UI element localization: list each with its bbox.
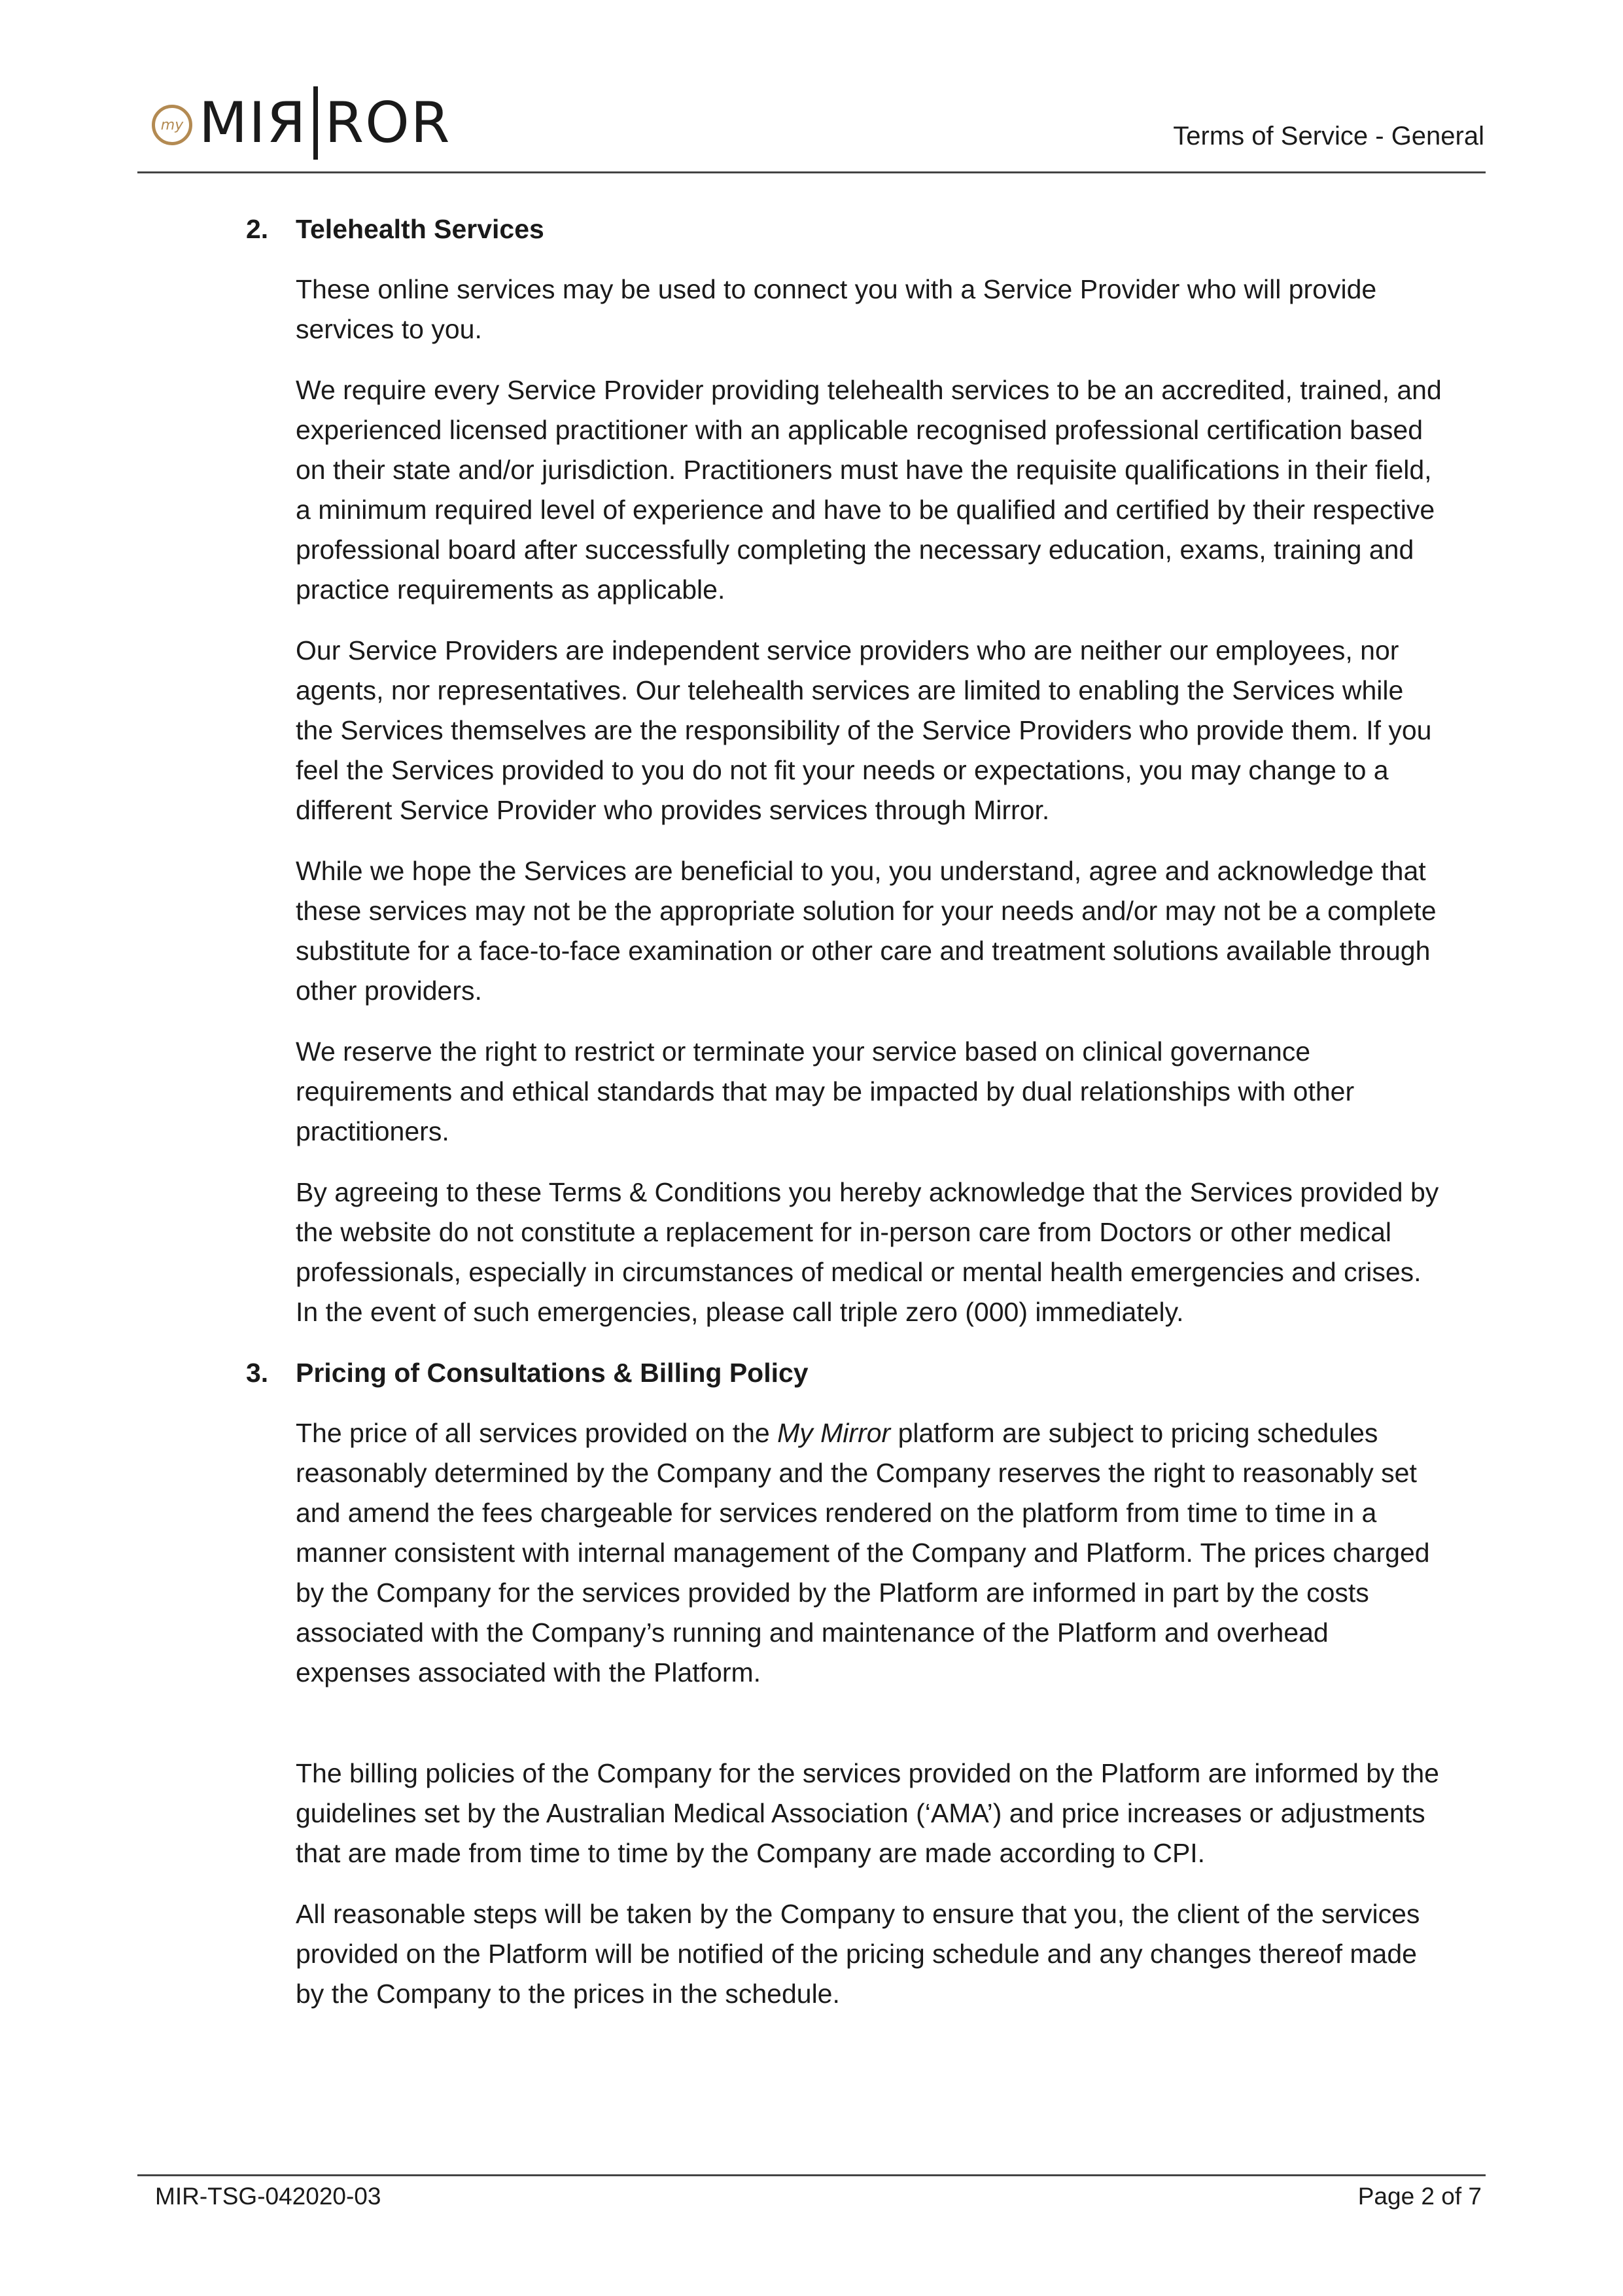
- section-heading-telehealth: [246, 209, 1443, 249]
- paragraph: We require every Service Provider providing telehealth services to be an accredited, trained, and experienced licensed practitioner with an applicable recognised professional certification based on their state and/or jurisdiction. Practitioners must have the requisite qualifications in their field, a minimum required level of experience and have to be qualified and certified by their respective professional board after successfully completing the necessary education, exams, training and practice requirements as applicable.: [296, 375, 1442, 605]
- paragraph: The billing policies of the Company for the services provided on the Platform are informed by the guidelines set by the Australian Medical Association (‘AMA’) and price increases or adjustments that are made from time to time by the Company are made according to CPI.: [296, 1758, 1439, 1868]
- section-heading-pricing: [246, 1353, 1443, 1392]
- header-title: Terms of Service - General: [1173, 122, 1484, 150]
- logo-wordmark: [199, 86, 451, 160]
- section-title: Telehealth Services: [296, 214, 544, 244]
- paragraph: Our Service Providers are independent service providers who are neither our employees, nor agents, nor representatives. Our telehealth services are limited to enabling the Services while the Services themselves are the responsibility of the Service Providers who provide them. If you feel the Services provided to you do not fit your needs or expectations, you may change to a different Service Provider who provides services through Mirror.: [296, 635, 1432, 825]
- logo-divider: [313, 86, 318, 160]
- document-code: MIR-TSG-042020-03: [155, 2183, 381, 2210]
- section-number: 2.: [246, 214, 269, 244]
- footer-divider: [137, 2174, 1486, 2176]
- section-title: Pricing of Consultations & Billing Policy: [296, 1358, 809, 1388]
- section-number: 3.: [246, 1358, 269, 1388]
- logo-emblem: [152, 105, 192, 145]
- paragraph-text: platform are subject to pricing schedules reasonably determined by the Company and the Company reserves the right to reasonably set and amend the fees chargeable for services rendered on the platform from time to time in a manner consistent with internal management of the Company and Platform. The prices charged by the Company for the services provided by the Platform are informed in part by the costs associated with the Company’s running and maintenance of the Platform and overhead expenses associated with the Platform.: [296, 1418, 1430, 1687]
- logo-right-text: ROR: [324, 90, 451, 156]
- document-body: [246, 209, 1443, 2035]
- header-divider: [137, 171, 1486, 173]
- paragraph: While we hope the Services are beneficial to you, you understand, agree and acknowledge that these services may not be the appropriate solution for your needs and/or may not be a complete substitute for a face-to-face examination or other care and treatment solutions available through other providers.: [296, 856, 1437, 1006]
- logo-left-text: MIЯ: [199, 90, 307, 156]
- paragraph-text: The price of all services provided on the: [296, 1418, 778, 1448]
- logo-small-text: my: [160, 116, 184, 133]
- paragraph: We reserve the right to restrict or terminate your service based on clinical governance requirements and ethical standards that may be impacted by dual relationships with other practitioners.: [296, 1036, 1355, 1146]
- page-number: Page 2 of 7: [1357, 2183, 1482, 2210]
- paragraph: These online services may be used to connect you with a Service Provider who will provide services to you.: [296, 274, 1377, 344]
- platform-name-italic: My Mirror: [777, 1418, 891, 1448]
- paragraph: All reasonable steps will be taken by the Company to ensure that you, the client of the services provided on the Platform will be notified of the pricing schedule and any changes thereof made by the Company to the prices in the schedule.: [296, 1899, 1420, 2009]
- paragraph: [296, 1413, 1447, 1693]
- mirror-logo: [152, 84, 451, 162]
- paragraph: By agreeing to these Terms & Conditions you hereby acknowledge that the Services provided by the website do not constitute a replacement for in-person care from Doctors or other medical professionals, especially in circumstances of medical or mental health emergencies and crises. In the event of such emergencies, please call triple zero (000) immediately.: [296, 1177, 1439, 1327]
